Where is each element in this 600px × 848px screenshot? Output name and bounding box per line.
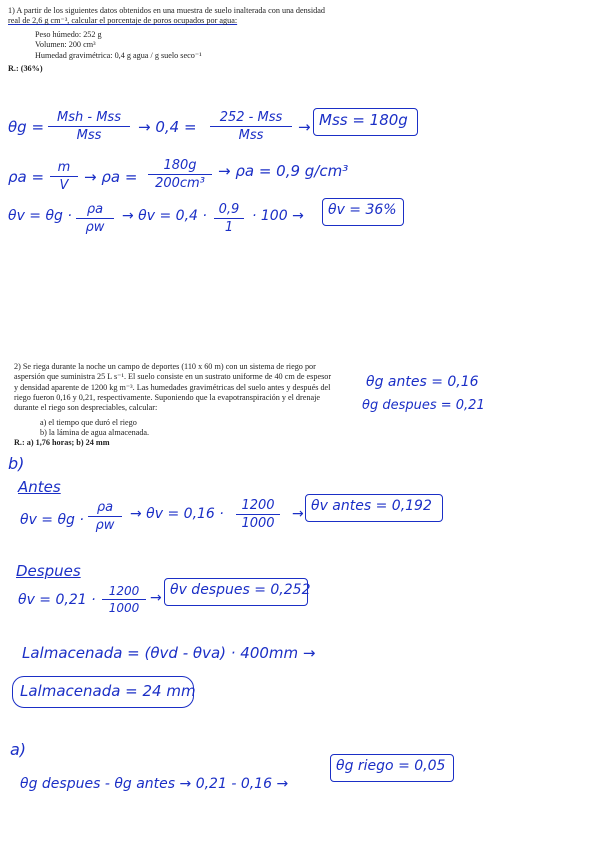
- fraction-bar: [148, 174, 212, 175]
- eq2-numerator: m: [57, 160, 71, 175]
- lamina-equation: Lalmacenada = (θvd - θva) · 400mm →: [22, 644, 316, 662]
- problem2-line2: aspersión que suministra 25 L s⁻¹. El suelo consiste en un sustrato uniforme de 40 cm de espesor: [14, 372, 332, 382]
- despues-lhs: θv = 0,21 ·: [18, 592, 96, 608]
- problem2-statement: [14, 362, 349, 413]
- despues-numerator: 1200: [108, 584, 140, 598]
- eq3-tail: · 100 →: [252, 208, 304, 224]
- antes-denominator: ρw: [95, 518, 115, 533]
- antes-lhs: θv = θg ·: [20, 512, 84, 528]
- eq3-numerator: ρa: [86, 202, 104, 217]
- option-b: b) la lámina de agua almacenada.: [40, 428, 150, 438]
- eq2-denominator2: 200cm³: [155, 176, 205, 191]
- eq2-denominator: V: [59, 178, 69, 193]
- eq3-fraction: [76, 202, 114, 235]
- eq2-fraction2: [148, 158, 212, 191]
- a-result: θg riego = 0,05: [336, 758, 446, 774]
- fraction-bar: [76, 218, 114, 219]
- problem2-answer: R.: a) 1,76 horas; b) 24 mm: [14, 438, 110, 447]
- antes-numerator: ρa: [96, 500, 114, 515]
- antes-fraction2: [236, 498, 280, 531]
- eq1-denominator: Mss: [76, 128, 102, 143]
- data-weight: Peso húmedo: 252 g: [35, 30, 102, 39]
- antes-mid: → θv = 0,16 ·: [130, 506, 224, 522]
- problem1-line2: real de 2,6 g cm⁻³, calcular el porcentaje de poros ocupados por agua:: [8, 16, 238, 26]
- problem2-options: [40, 418, 290, 439]
- fraction-bar: [214, 218, 244, 219]
- eq3-denominator2: 1: [224, 220, 234, 235]
- eq3-denominator: ρw: [85, 220, 105, 235]
- antes-title: Antes: [18, 478, 61, 496]
- antes-arrow: →: [292, 506, 304, 522]
- antes-result: θv antes = 0,192: [311, 498, 432, 514]
- antes-denominator2: 1000: [241, 516, 275, 531]
- fraction-bar: [48, 126, 130, 127]
- despues-arrow: →: [150, 590, 162, 606]
- problem1-statement: [8, 6, 363, 27]
- data-volume: Volumen: 200 cm³: [35, 40, 96, 50]
- problem2-line1: 2) Se riega durante la noche un campo de deportes (110 x 60 m) con un sistema de riego por: [14, 362, 316, 371]
- part-b-label: b): [8, 454, 25, 473]
- eq1-result: Mss = 180g: [319, 111, 408, 129]
- eq1-numerator: Msh - Mss: [57, 110, 121, 125]
- antes-fraction: [88, 500, 122, 533]
- side-note-despues: θg despues = 0,21: [362, 398, 485, 413]
- fraction-bar: [102, 599, 146, 600]
- a-equation: θg despues - θg antes → 0,21 - 0,16 →: [20, 776, 289, 792]
- antes-numerator2: 1200: [241, 498, 275, 513]
- eq1-lhs: θg =: [8, 118, 45, 136]
- eq3-fraction2: [214, 202, 244, 235]
- eq2-result: → ρa = 0,9 g/cm³: [218, 162, 349, 180]
- fraction-bar: [210, 126, 292, 127]
- despues-title: Despues: [16, 562, 81, 580]
- despues-fraction: [102, 584, 146, 615]
- despues-denominator: 1000: [108, 601, 140, 615]
- problem1-data: [35, 30, 335, 61]
- eq1-denominator2: Mss: [238, 128, 264, 143]
- eq1-fraction: [48, 110, 130, 143]
- eq2-fraction: [50, 160, 78, 193]
- fraction-bar: [88, 516, 122, 517]
- part-a-label: a): [10, 740, 27, 759]
- problem2-line4: riego fueron 0,16 y 0,21, respectivamente. Suponiendo que la evapotranspiración y el drenaje: [14, 392, 321, 402]
- eq2-lhs: ρa =: [8, 168, 45, 186]
- problem1-line1: 1) A partir de los siguientes datos obtenidos en una muestra de suelo inalterada con una densidad: [8, 6, 325, 15]
- data-humidity: Humedad gravimétrica: 0,4 g agua / g suelo seco⁻¹: [35, 50, 202, 60]
- problem2-line3: y densidad aparente de 1200 kg m⁻³. Las humedades gravimétricas del suelo antes y después del: [14, 382, 331, 392]
- eq3-mid: → θv = 0,4 ·: [122, 208, 207, 224]
- fraction-bar: [236, 514, 280, 515]
- eq3-numerator2: 0,9: [218, 202, 240, 217]
- eq2-mid: → ρa =: [84, 168, 138, 186]
- eq1-arrow: →: [298, 118, 311, 136]
- problem2-line5: durante el riego son despreciables, calcular:: [14, 403, 158, 413]
- eq3-result: θv = 36%: [328, 202, 397, 218]
- eq1-numerator2: 252 - Mss: [219, 110, 283, 125]
- eq1-mid: → 0,4 =: [138, 118, 197, 136]
- problem1-answer: R.: (36%): [8, 64, 43, 73]
- eq1-fraction2: [210, 110, 292, 143]
- eq3-lhs: θv = θg ·: [8, 208, 72, 224]
- side-note-antes: θg antes = 0,16: [366, 374, 479, 390]
- lamina-result: Lalmacenada = 24 mm: [20, 682, 196, 700]
- option-a: a) el tiempo que duró el riego: [40, 418, 137, 427]
- fraction-bar: [50, 176, 78, 177]
- despues-result: θv despues = 0,252: [170, 582, 311, 598]
- eq2-numerator2: 180g: [163, 158, 197, 173]
